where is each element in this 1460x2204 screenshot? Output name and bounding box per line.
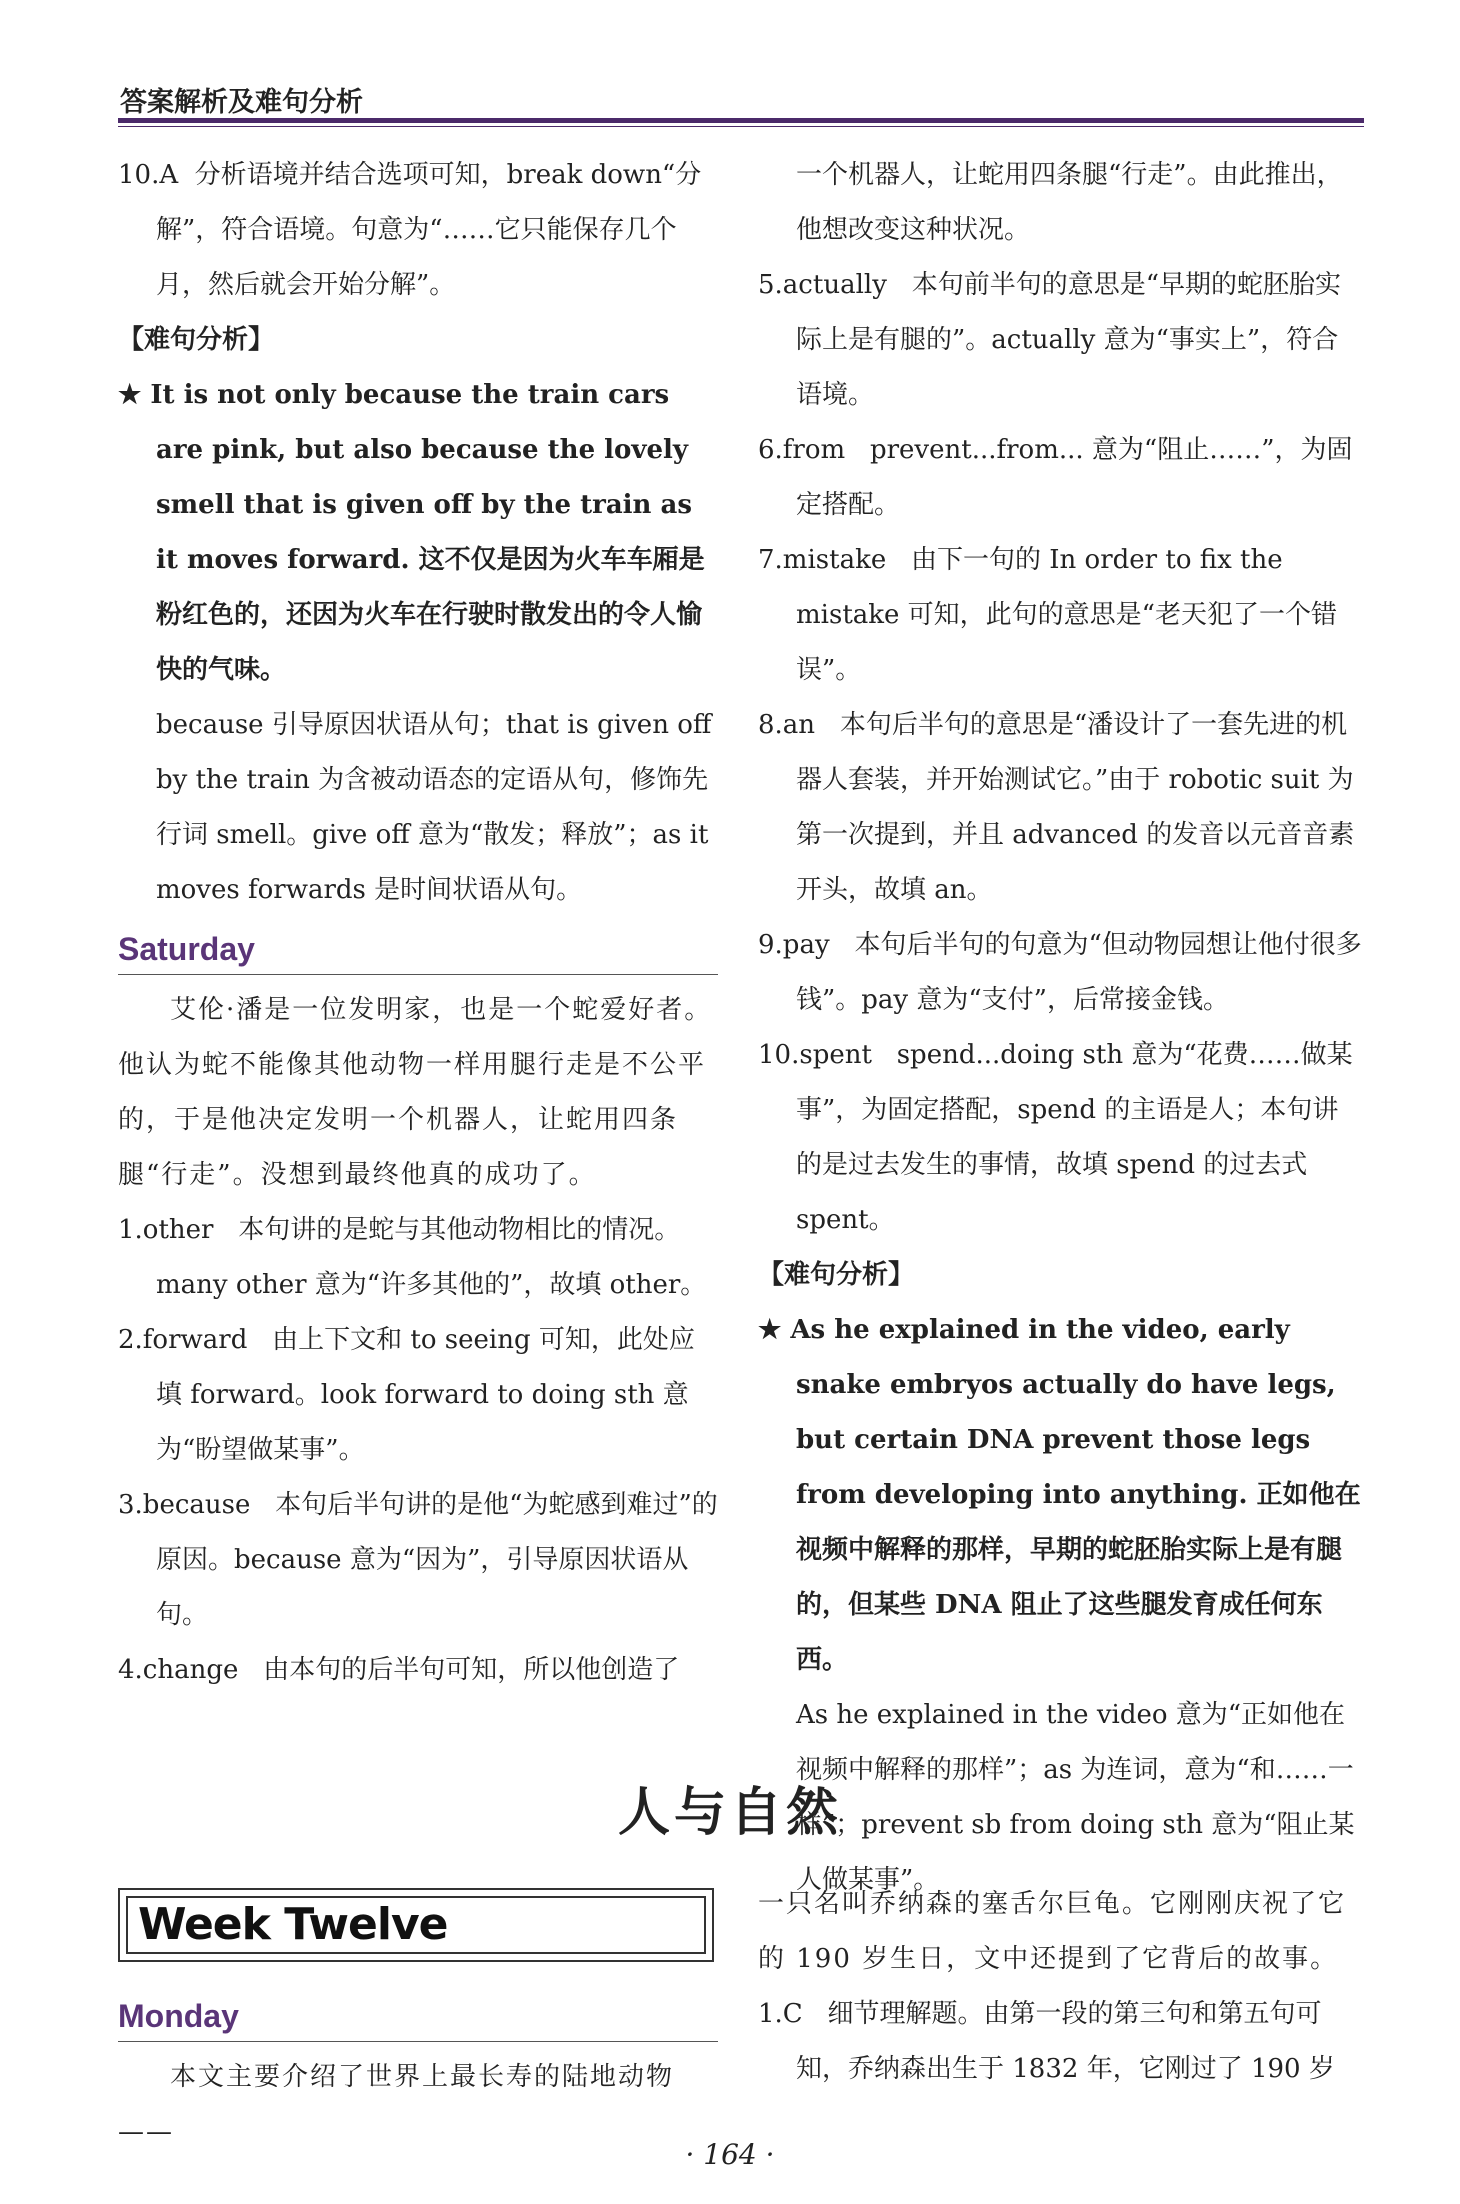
answer-number: 1.other: [118, 1215, 214, 1245]
difficult-sentence: ★ It is not only because the train cars are pink, but also because the lovely smell that is given off by the train as it moves forward. 这不仅是因为火车车厢是粉红色的，还因为火车在行驶时散发出的令人愉快的气味。: [118, 380, 705, 685]
answer-item: [758, 1987, 1364, 2097]
answer-item: [758, 423, 1364, 533]
answer-item: [758, 918, 1364, 1028]
page-number: · 164 ·: [685, 2138, 775, 2171]
answer-item: [758, 698, 1364, 918]
answer-number: 2.forward: [118, 1325, 248, 1355]
answer-item: [118, 148, 718, 313]
answer-text: spend...doing sth 意为“花费……做某事”，为固定搭配，spend 的主语是人；本句讲的是过去发生的事情，故填 spend 的过去式 spent。: [796, 1040, 1353, 1235]
monday-section: [118, 1985, 718, 2160]
answer-number: 6.from: [758, 435, 846, 465]
difficult-sentence-tag: 【难句分析】: [758, 1260, 915, 1290]
answer-text: 本句后半句的意思是“潘设计了一套先进的机器人套装，并开始测试它。”由于 robotic suit 为第一次提到，并且 advanced 的发音以元音音素开头，故填 an。: [796, 710, 1355, 905]
right-column: [758, 148, 1364, 1908]
answer-number: 8.an: [758, 710, 816, 740]
passage-intro: 本文主要介绍了世界上最长寿的陆地动物——: [118, 2062, 675, 2147]
answer-number: 4.change: [118, 1655, 239, 1685]
answer-number: 7.mistake: [758, 545, 887, 575]
answer-item: [758, 258, 1364, 423]
passage-intro: 艾伦·潘是一位发明家，也是一个蛇爱好者。他认为蛇不能像其他动物一样用腿行走是不公平的，于是他决定发明一个机器人，让蛇用四条腿“行走”。没想到最终他真的成功了。: [118, 995, 713, 1190]
answer-number: 10.spent: [758, 1040, 872, 1070]
answer-item: [118, 1203, 718, 1313]
answer-text: 由上下文和 to seeing 可知，此处应填 forward。look forward to doing sth 意为“盼望做某事”。: [156, 1325, 695, 1465]
difficult-sentence-note: because 引导原因状语从句；that is given off by the train 为含被动语态的定语从句，修饰先行词 smell。give off 意为“散发；释放”；as it moves forwards 是时间状语从句。: [156, 710, 712, 905]
answer-text: 细节理解题。由第一段的第三句和第五句可知，乔纳森出生于 1832 年，它刚过了 190 岁: [796, 1999, 1335, 2084]
answer-number: 10.A: [118, 160, 179, 190]
header-title: 答案解析及难句分析: [120, 87, 363, 118]
answer-number: 1.C: [758, 1999, 803, 2029]
answer-item: [118, 1643, 718, 1698]
answer-text: 由本句的后半句可知，所以他创造了: [263, 1655, 680, 1685]
unit-title: 人与自然: [617, 1783, 842, 1843]
monday-right-column: [758, 1877, 1364, 2097]
answer-number: 3.because: [118, 1490, 251, 1520]
difficult-sentence-tag: 【难句分析】: [118, 325, 275, 355]
header-rule-thin: [118, 126, 1364, 127]
left-column: [118, 148, 718, 1698]
answer-text: 本句后半句讲的是他“为蛇感到难过”的原因。because 意为“因为”，引导原因状语从句。: [156, 1490, 718, 1630]
week-title: Week Twelve: [126, 1896, 706, 1954]
answer-text: 由下一句的 In order to fix the mistake 可知，此句的意思是“老天犯了一个错误”。: [796, 545, 1337, 685]
answer-item: [758, 533, 1364, 698]
answer-text: 本句前半句的意思是“早期的蛇胚胎实际上是有腿的”。actually 意为“事实上”，符合语境。: [796, 270, 1341, 410]
difficult-sentence: ★ As he explained in the video, early snake embryos actually do have legs, but certain DNA prevent those legs from developing into anything. 正如他在视频中解释的那样，早期的蛇胚胎实际上是有腿的，但某些 DNA 阻止了这些腿发育成任何东西。: [758, 1315, 1361, 1675]
answer-item: [118, 1478, 718, 1643]
answer-text: 本句讲的是蛇与其他动物相比的情况。many other 意为“许多其他的”，故填 other。: [156, 1215, 707, 1300]
header-rule: [118, 118, 1364, 123]
answer-item: [118, 1313, 718, 1478]
answer-text: 本句后半句的句意为“但动物园想让他付很多钱”。pay 意为“支付”，后常接金钱。: [796, 930, 1362, 1015]
answer-text: 分析语境并结合选项可知，break down“分解”，符合语境。句意为“……它只能保存几个月，然后就会开始分解”。: [156, 160, 702, 300]
answer-item: [758, 1028, 1364, 1248]
difficult-sentence-note: As he explained in the video 意为“正如他在视频中解释的那样”；as 为连词，意为“和……一样”；prevent sb from doing sth 意为“阻止某人做某事”。: [796, 1700, 1355, 1895]
answer-number: 9.pay: [758, 930, 830, 960]
section-saturday: Saturday: [118, 926, 718, 975]
week-banner: [118, 1888, 714, 1962]
section-monday: Monday: [118, 1993, 718, 2042]
answer-continuation: 一个机器人，让蛇用四条腿“行走”。由此推出，他想改变这种状况。: [796, 160, 1343, 245]
answer-text: prevent...from... 意为“阻止……”，为固定搭配。: [796, 435, 1353, 520]
passage-intro-continuation: 一只名叫乔纳森的塞舌尔巨龟。它刚刚庆祝了它的 190 岁生日，文中还提到了它背后的故事。: [758, 1889, 1347, 1974]
answer-number: 5.actually: [758, 270, 887, 300]
